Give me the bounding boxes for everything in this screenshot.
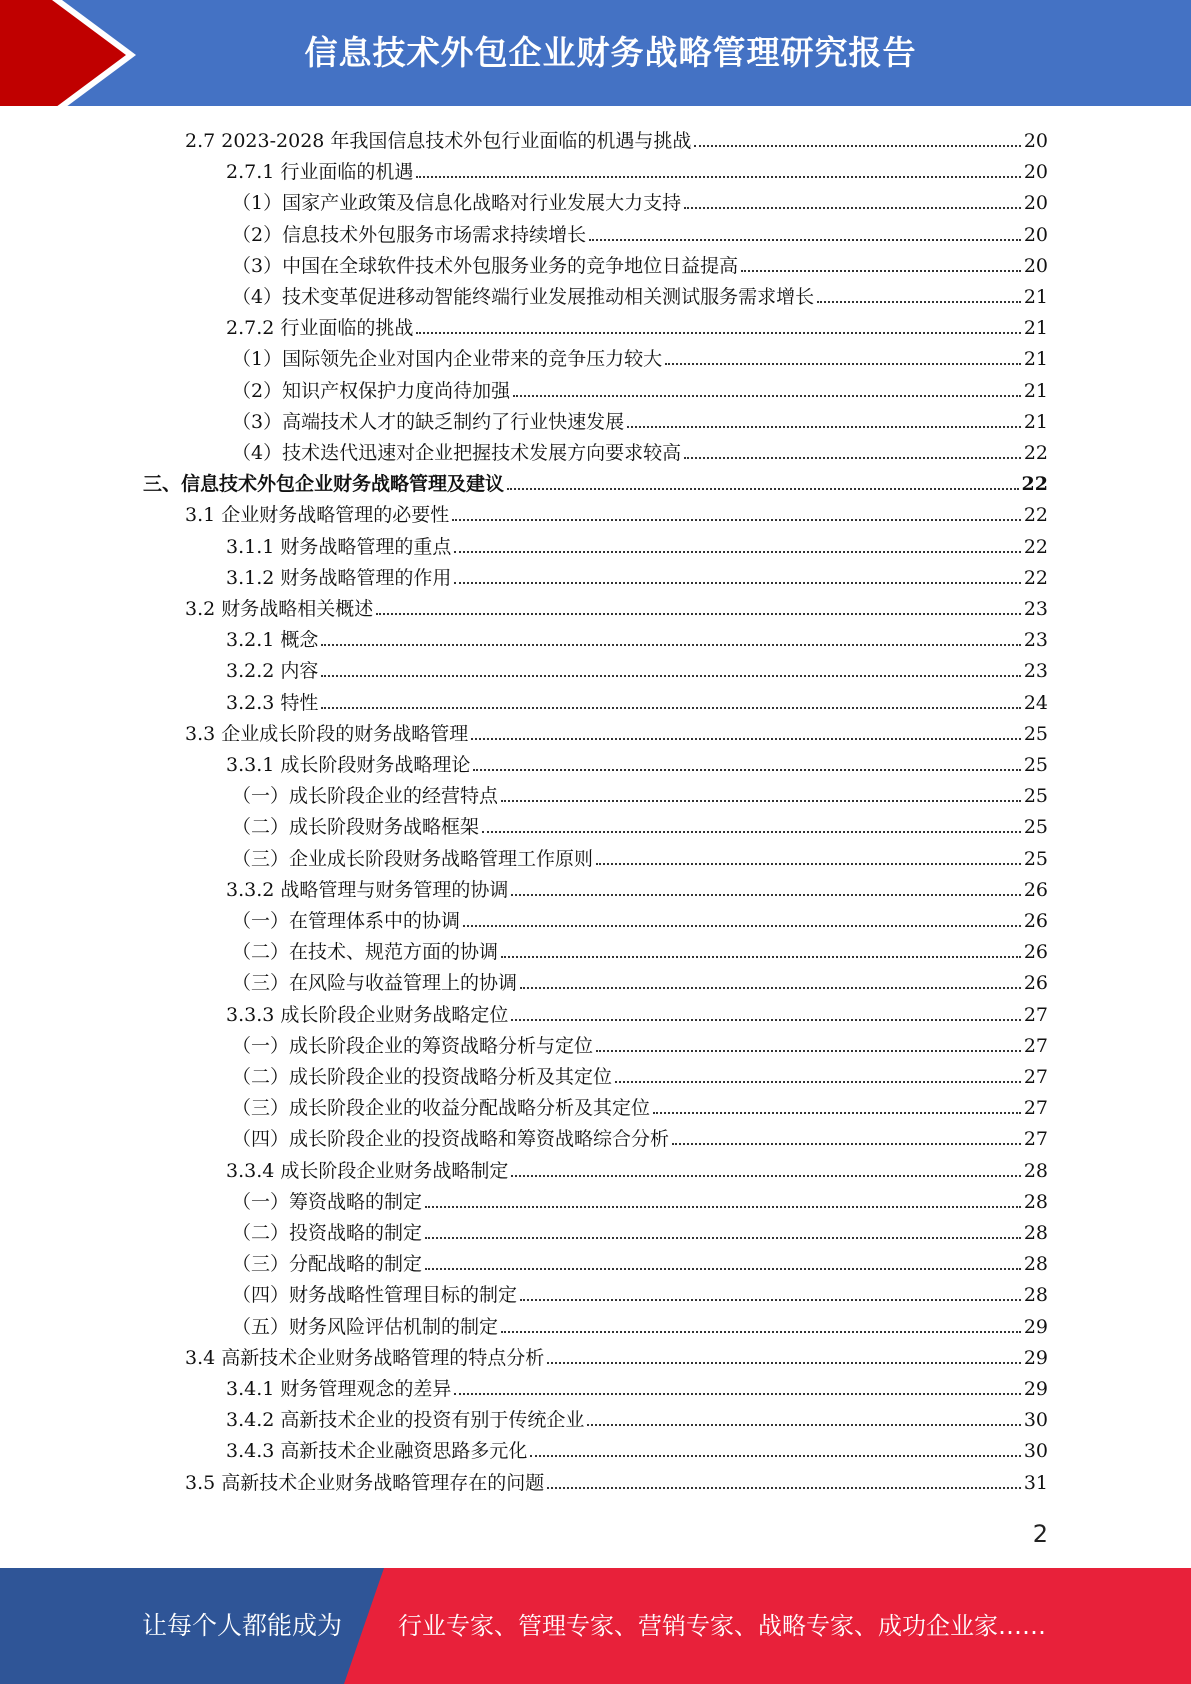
toc-entry-page: 22 (1021, 473, 1048, 495)
toc-entry[interactable] (226, 1000, 1048, 1031)
document-title: 信息技术外包企业财务战略管理研究报告 (304, 33, 917, 72)
toc-leader-dots (511, 894, 1020, 896)
toc-entry-page: 21 (1023, 286, 1048, 308)
toc-entry-title: 2.7.2 行业面临的挑战 (226, 317, 414, 339)
toc-entry[interactable] (232, 188, 1048, 219)
toc-leader-dots (501, 1331, 1021, 1333)
toc-entry-title: （3）中国在全球软件技术外包服务业务的竞争地位日益提高 (232, 255, 739, 277)
toc-entry-title: 3.1.1 财务战略管理的重点 (226, 536, 452, 558)
toc-entry[interactable] (185, 719, 1048, 750)
toc-leader-dots (425, 1206, 1021, 1208)
toc-leader-dots (376, 613, 1021, 615)
toc-entry[interactable] (232, 1062, 1048, 1093)
toc-entry-title: （五）财务风险评估机制的制定 (232, 1316, 499, 1338)
toc-entry-title: （2）知识产权保护力度尚待加强 (232, 380, 511, 402)
toc-entry-title: 2.7 2023-2028 年我国信息技术外包行业面临的机遇与挑战 (185, 130, 692, 152)
toc-entry[interactable] (226, 875, 1048, 906)
toc-entry-title: （一）筹资战略的制定 (232, 1191, 423, 1213)
footer-slogan-right: 行业专家、管理专家、营销专家、战略专家、成功企业家…… (398, 1612, 1046, 1640)
toc-leader-dots (321, 644, 1020, 646)
toc-entry-title: （1）国家产业政策及信息化战略对行业发展大力支持 (232, 192, 682, 214)
toc-entry-page: 21 (1023, 317, 1048, 339)
toc-entry[interactable] (185, 1468, 1048, 1499)
toc-entry-title: （4）技术变革促进移动智能终端行业发展推动相关测试服务需求增长 (232, 286, 815, 308)
toc-entry-page: 20 (1023, 224, 1048, 246)
toc-entry-title: 3.2.1 概念 (226, 629, 319, 651)
toc-entry[interactable] (232, 1031, 1048, 1062)
toc-entry[interactable] (232, 906, 1048, 937)
toc-entry[interactable] (226, 750, 1048, 781)
toc-leader-dots (463, 925, 1021, 927)
toc-entry-title: 3.3 企业成长阶段的财务战略管理 (185, 723, 469, 745)
toc-leader-dots (653, 1112, 1021, 1114)
toc-leader-dots (425, 1237, 1021, 1239)
toc-entry[interactable] (232, 1093, 1048, 1124)
toc-entry-title: （1）国际领先企业对国内企业带来的竞争压力较大 (232, 348, 663, 370)
toc-entry[interactable] (232, 407, 1048, 438)
toc-entry-title: 3.3.1 成长阶段财务战略理论 (226, 754, 471, 776)
toc-entry[interactable] (226, 563, 1048, 594)
toc-leader-dots (615, 1081, 1021, 1083)
toc-entry[interactable] (226, 1374, 1048, 1405)
page-header (0, 0, 1191, 110)
toc-leader-dots (471, 738, 1021, 740)
toc-leader-dots (452, 519, 1021, 521)
toc-entry-page: 20 (1023, 130, 1048, 152)
toc-entry-page: 22 (1023, 442, 1048, 464)
page-footer (0, 1568, 1191, 1684)
toc-entry-page: 29 (1023, 1347, 1048, 1369)
toc-entry-page: 28 (1023, 1253, 1048, 1275)
toc-entry-title: 3.4.1 财务管理观念的差异 (226, 1378, 452, 1400)
toc-entry-page: 23 (1023, 660, 1048, 682)
toc-entry[interactable] (232, 376, 1048, 407)
toc-entry-title: （四）财务战略性管理目标的制定 (232, 1284, 518, 1306)
toc-entry-title: （二）成长阶段财务战略框架 (232, 816, 480, 838)
toc-entry[interactable] (232, 1249, 1048, 1280)
toc-entry-page: 21 (1023, 411, 1048, 433)
toc-leader-dots (596, 1050, 1021, 1052)
toc-entry-title: （3）高端技术人才的缺乏制约了行业快速发展 (232, 411, 625, 433)
toc-leader-dots (530, 1455, 1020, 1457)
toc-entry-title: （三）企业成长阶段财务战略管理工作原则 (232, 848, 594, 870)
toc-entry-page: 20 (1023, 255, 1048, 277)
toc-entry-title: 3.1 企业财务战略管理的必要性 (185, 504, 450, 526)
toc-entry-page: 29 (1023, 1316, 1048, 1338)
toc-entry[interactable] (185, 1343, 1048, 1374)
toc-leader-dots (520, 1299, 1021, 1301)
toc-leader-dots (672, 1143, 1021, 1145)
toc-entry[interactable] (232, 1124, 1048, 1155)
toc-entry-page: 30 (1023, 1409, 1048, 1431)
toc-entry-page: 26 (1023, 972, 1048, 994)
toc-entry[interactable] (226, 157, 1048, 188)
toc-entry-page: 27 (1023, 1066, 1048, 1088)
toc-entry-page: 23 (1023, 598, 1048, 620)
toc-leader-dots (454, 551, 1020, 553)
toc-entry-page: 25 (1023, 723, 1048, 745)
toc-entry-title: （4）技术迭代迅速对企业把握技术发展方向要求较高 (232, 442, 682, 464)
toc-entry-title: 3.4 高新技术企业财务战略管理的特点分析 (185, 1347, 545, 1369)
toc-entry-page: 25 (1023, 754, 1048, 776)
toc-entry-page: 28 (1023, 1191, 1048, 1213)
toc-entry-title: 3.2.2 内容 (226, 660, 319, 682)
toc-leader-dots (589, 239, 1021, 241)
toc-entry-page: 22 (1023, 536, 1048, 558)
toc-entry[interactable] (232, 1218, 1048, 1249)
toc-leader-dots (513, 395, 1021, 397)
toc-entry[interactable] (185, 594, 1048, 625)
toc-leader-dots (507, 488, 1019, 490)
toc-leader-dots (817, 301, 1021, 303)
toc-leader-dots (321, 675, 1020, 677)
toc-leader-dots (694, 145, 1020, 147)
footer-slogan-left: 让每个人都能成为 (142, 1611, 343, 1640)
toc-entry-title: （四）成长阶段企业的投资战略和筹资战略综合分析 (232, 1128, 670, 1150)
toc-leader-dots (684, 207, 1021, 209)
toc-leader-dots (627, 426, 1021, 428)
toc-entry-title: 2.7.1 行业面临的机遇 (226, 161, 414, 183)
toc-entry[interactable] (226, 688, 1048, 719)
toc-entry[interactable] (185, 500, 1048, 531)
toc-leader-dots (501, 800, 1021, 802)
toc-entry-page: 24 (1023, 692, 1048, 714)
toc-leader-dots (684, 457, 1021, 459)
toc-entry-title: 3.5 高新技术企业财务战略管理存在的问题 (185, 1472, 545, 1494)
toc-entry-title: 3.3.3 成长阶段企业财务战略定位 (226, 1004, 509, 1026)
toc-entry[interactable] (232, 1187, 1048, 1218)
toc-entry[interactable] (226, 656, 1048, 687)
toc-leader-dots (511, 1019, 1020, 1021)
toc-entry[interactable] (232, 344, 1048, 375)
toc-entry-title: 3.4.3 高新技术企业融资思路多元化 (226, 1440, 528, 1462)
toc-entry-page: 25 (1023, 848, 1048, 870)
toc-entry-page: 28 (1023, 1222, 1048, 1244)
toc-leader-dots (665, 363, 1021, 365)
toc-leader-dots (473, 769, 1020, 771)
toc-entry-page: 25 (1023, 816, 1048, 838)
toc-entry-page: 26 (1023, 879, 1048, 901)
toc-entry[interactable] (226, 1405, 1048, 1436)
toc-entry-title: （二）在技术、规范方面的协调 (232, 941, 499, 963)
toc-entry[interactable] (226, 313, 1048, 344)
toc-entry-page: 28 (1023, 1284, 1048, 1306)
toc-leader-dots (425, 1268, 1021, 1270)
toc-entry[interactable] (143, 469, 1048, 500)
toc-entry-title: （一）成长阶段企业的筹资战略分析与定位 (232, 1035, 594, 1057)
toc-entry-title: （二）成长阶段企业的投资战略分析及其定位 (232, 1066, 613, 1088)
toc-entry[interactable] (232, 781, 1048, 812)
toc-entry-page: 27 (1023, 1004, 1048, 1026)
toc-leader-dots (416, 176, 1020, 178)
toc-entry-page: 27 (1023, 1097, 1048, 1119)
toc-entry[interactable] (232, 282, 1048, 313)
toc-entry-page: 25 (1023, 785, 1048, 807)
toc-leader-dots (416, 332, 1020, 334)
toc-entry[interactable] (232, 438, 1048, 469)
page-number: 2 (1032, 1520, 1048, 1548)
toc-entry-title: （2）信息技术外包服务市场需求持续增长 (232, 224, 587, 246)
toc-entry[interactable] (232, 844, 1048, 875)
toc-entry-title: 3.3.2 战略管理与财务管理的协调 (226, 879, 509, 901)
toc-leader-dots (520, 987, 1021, 989)
toc-entry-page: 31 (1023, 1472, 1048, 1494)
toc-leader-dots (501, 956, 1021, 958)
toc-entry-page: 21 (1023, 348, 1048, 370)
toc-entry[interactable] (232, 251, 1048, 282)
toc-entry-page: 26 (1023, 941, 1048, 963)
toc-entry-page: 23 (1023, 629, 1048, 651)
toc-entry-page: 20 (1023, 192, 1048, 214)
toc-entry-page: 20 (1023, 161, 1048, 183)
toc-entry-page: 28 (1023, 1160, 1048, 1182)
toc-entry-page: 22 (1023, 504, 1048, 526)
toc-entry[interactable] (232, 220, 1048, 251)
toc-entry[interactable] (232, 1312, 1048, 1343)
toc-entry-title: 3.1.2 财务战略管理的作用 (226, 567, 452, 589)
toc-leader-dots (596, 863, 1021, 865)
toc-entry-title: 3.2 财务战略相关概述 (185, 598, 374, 620)
toc-entry-page: 27 (1023, 1035, 1048, 1057)
toc-entry-title: 3.2.3 特性 (226, 692, 319, 714)
toc-leader-dots (454, 1393, 1020, 1395)
toc-leader-dots (547, 1487, 1021, 1489)
toc-entry[interactable] (226, 625, 1048, 656)
toc-entry-title: （二）投资战略的制定 (232, 1222, 423, 1244)
toc-entry-page: 22 (1023, 567, 1048, 589)
toc-entry-page: 29 (1023, 1378, 1048, 1400)
toc-entry-title: （一）在管理体系中的协调 (232, 910, 461, 932)
toc-leader-dots (454, 582, 1020, 584)
toc-entry-title: （三）成长阶段企业的收益分配战略分析及其定位 (232, 1097, 651, 1119)
toc-entry[interactable] (226, 532, 1048, 563)
toc-leader-dots (587, 1424, 1020, 1426)
toc-entry[interactable] (232, 937, 1048, 968)
toc-entry[interactable] (232, 968, 1048, 999)
toc-leader-dots (741, 270, 1021, 272)
toc-entry[interactable] (232, 812, 1048, 843)
toc-entry-title: 三、信息技术外包企业财务战略管理及建议 (143, 473, 505, 495)
toc-entry-title: 3.3.4 成长阶段企业财务战略制定 (226, 1160, 509, 1182)
toc-entry[interactable] (232, 1280, 1048, 1311)
toc-entry-page: 21 (1023, 380, 1048, 402)
toc-entry[interactable] (185, 126, 1048, 157)
toc-entry-title: 3.4.2 高新技术企业的投资有别于传统企业 (226, 1409, 585, 1431)
toc-leader-dots (482, 831, 1021, 833)
toc-leader-dots (511, 1175, 1020, 1177)
toc-entry[interactable] (226, 1156, 1048, 1187)
toc-entry-page: 30 (1023, 1440, 1048, 1462)
toc-entry-page: 26 (1023, 910, 1048, 932)
toc-leader-dots (321, 707, 1020, 709)
toc-entry-page: 27 (1023, 1128, 1048, 1150)
toc-leader-dots (547, 1362, 1021, 1364)
toc-entry-title: （三）在风险与收益管理上的协调 (232, 972, 518, 994)
toc-entry[interactable] (226, 1436, 1048, 1467)
toc-entry-title: （一）成长阶段企业的经营特点 (232, 785, 499, 807)
toc-entry-title: （三）分配战略的制定 (232, 1253, 423, 1275)
